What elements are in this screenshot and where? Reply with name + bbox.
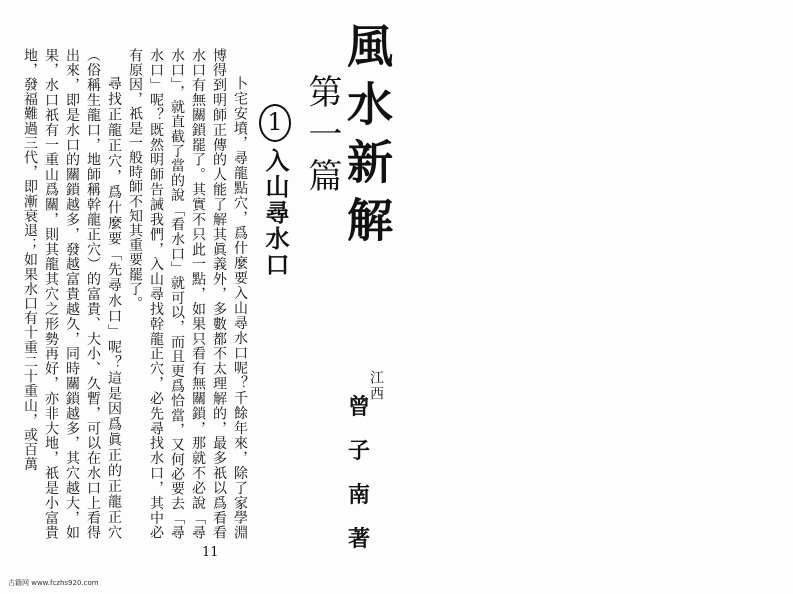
section-number: 1 xyxy=(259,104,291,142)
book-title: 風水新解 xyxy=(340,22,394,254)
author-name-char: 子 xyxy=(347,439,370,464)
footer-watermark: 古籍网 www.fczhs920.com xyxy=(8,579,99,587)
author-region: 江西 xyxy=(368,370,384,402)
body-paragraph: 尋找正龍正穴，爲什麼要「先尋水口」呢？這是因爲眞正的正龍正穴（俗稱生龍口，地師稱幹龍正穴）的富貴、大小、久暫，可以在水口上看得出來，即是水口的關鎖越多，發越富貴越久，同時關鎖越多，其穴越大，如果，水口祇有一重山爲關，則其龍其穴之形勢再好，亦非大地，祇是小富貴地，發福難過三代，即漸衰退；如果水口有十重二十重山，或百萬 xyxy=(22,48,122,540)
author-name-char: 南 xyxy=(347,483,370,508)
author-name-char: 著 xyxy=(347,527,370,552)
page-number: 11 xyxy=(202,545,219,560)
chapter-heading: 第一篇 xyxy=(302,74,342,200)
section-heading xyxy=(258,104,293,278)
section-title: 入山尋水口 xyxy=(261,148,289,278)
author-name-char: 曾 xyxy=(347,395,370,420)
body-paragraph: 卜宅安墳，尋龍點穴，爲什麼要入山尋水口呢？千餘年來，除了家學淵博得到明師正傳的人能了解其眞義外，多數都不太理解的，最多祇以爲看看水口有無關鎖罷了。其實不只此一點，如果只看有無關鎖，那就不必說「尋水口」，就直截了當的說「看水口」就可以，而且更爲恰當，又何必要去「尋水口」呢？既然明師告誡我們，入山尋找幹龍正穴，必先尋找水口，其中必有原因，祇是一般時師不知其重要罷了。 xyxy=(127,48,248,540)
body-text xyxy=(22,48,250,540)
